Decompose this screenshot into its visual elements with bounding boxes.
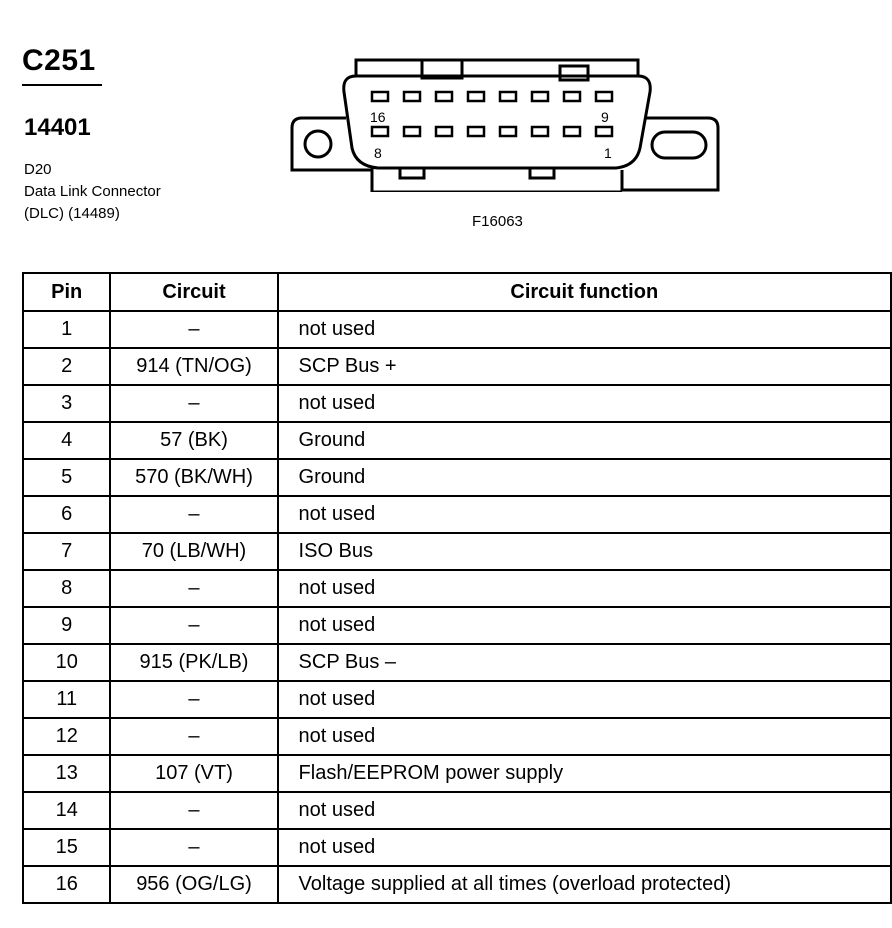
cell-circuit: – (110, 681, 277, 718)
pin-table (22, 272, 892, 904)
cell-circuit: 57 (BK) (110, 422, 277, 459)
cell-circuit: 570 (BK/WH) (110, 459, 277, 496)
header-function: Circuit function (278, 273, 891, 311)
pin-socket (564, 92, 580, 101)
description-line-2: Data Link Connector (24, 183, 161, 200)
pin-socket (564, 127, 580, 136)
cell-circuit: – (110, 311, 277, 348)
table-row (23, 311, 891, 348)
cell-pin: 13 (23, 755, 110, 792)
cell-pin: 9 (23, 607, 110, 644)
cell-function: not used (278, 718, 891, 755)
cell-pin: 12 (23, 718, 110, 755)
cell-function: Flash/EEPROM power supply (278, 755, 891, 792)
cell-circuit: 914 (TN/OG) (110, 348, 277, 385)
pin-socket (436, 92, 452, 101)
cell-pin: 5 (23, 459, 110, 496)
pin-socket (532, 92, 548, 101)
cell-pin: 6 (23, 496, 110, 533)
cell-pin: 10 (23, 644, 110, 681)
cell-function: not used (278, 385, 891, 422)
pin-socket (500, 92, 516, 101)
table-row (23, 422, 891, 459)
header-circuit: Circuit (110, 273, 277, 311)
cell-function: not used (278, 570, 891, 607)
pin-socket (468, 127, 484, 136)
pin-socket (468, 92, 484, 101)
cell-function: not used (278, 829, 891, 866)
cell-function: ISO Bus (278, 533, 891, 570)
cell-circuit: – (110, 570, 277, 607)
cell-pin: 2 (23, 348, 110, 385)
cell-pin: 16 (23, 866, 110, 903)
pin-label-16: 16 (370, 109, 386, 125)
cell-circuit: 107 (VT) (110, 755, 277, 792)
cell-pin: 7 (23, 533, 110, 570)
cell-pin: 15 (23, 829, 110, 866)
part-number: 14401 (24, 114, 91, 141)
table-row (23, 755, 891, 792)
table-row (23, 385, 891, 422)
cell-pin: 11 (23, 681, 110, 718)
pin-label-9: 9 (601, 109, 609, 125)
cell-circuit: 70 (LB/WH) (110, 533, 277, 570)
description-line-1: D20 (24, 161, 52, 178)
cell-function: not used (278, 311, 891, 348)
cell-pin: 4 (23, 422, 110, 459)
cell-function: Ground (278, 422, 891, 459)
pin-socket (436, 127, 452, 136)
table-row (23, 570, 891, 607)
pin-socket (596, 92, 612, 101)
cell-circuit: – (110, 718, 277, 755)
cell-circuit: – (110, 792, 277, 829)
cell-pin: 8 (23, 570, 110, 607)
table-row (23, 496, 891, 533)
cell-function: not used (278, 607, 891, 644)
table-row (23, 533, 891, 570)
pin-socket (404, 127, 420, 136)
cell-function: SCP Bus + (278, 348, 891, 385)
pin-label-8: 8 (374, 145, 382, 161)
pin-socket (372, 127, 388, 136)
connector-id: C251 (22, 44, 96, 77)
description-line-3: (DLC) (14489) (24, 205, 120, 222)
pin-socket (372, 92, 388, 101)
right-mounting-hole (652, 132, 706, 158)
cell-circuit: – (110, 385, 277, 422)
pin-socket (532, 127, 548, 136)
table-row (23, 607, 891, 644)
table-row (23, 792, 891, 829)
pin-socket (500, 127, 516, 136)
table-row (23, 459, 891, 496)
cell-circuit: – (110, 607, 277, 644)
figure-code: F16063 (472, 213, 523, 230)
table-row (23, 866, 891, 903)
pin-socket (596, 127, 612, 136)
cell-function: Ground (278, 459, 891, 496)
cell-function: not used (278, 792, 891, 829)
table-header-row (23, 273, 891, 311)
pin-label-1: 1 (604, 145, 612, 161)
dlc-connector-diagram (290, 52, 720, 192)
header-pin: Pin (23, 273, 110, 311)
cell-function: not used (278, 496, 891, 533)
title-underline (22, 84, 102, 86)
pin-socket (404, 92, 420, 101)
cell-circuit: – (110, 829, 277, 866)
table-row (23, 718, 891, 755)
table-row (23, 644, 891, 681)
left-mounting-hole (305, 131, 331, 157)
cell-pin: 1 (23, 311, 110, 348)
cell-circuit: – (110, 496, 277, 533)
cell-circuit: 915 (PK/LB) (110, 644, 277, 681)
table-row (23, 829, 891, 866)
cell-pin: 3 (23, 385, 110, 422)
cell-function: SCP Bus – (278, 644, 891, 681)
table-row (23, 348, 891, 385)
cell-function: not used (278, 681, 891, 718)
cell-pin: 14 (23, 792, 110, 829)
table-row (23, 681, 891, 718)
cell-function: Voltage supplied at all times (overload protected) (278, 866, 891, 903)
cell-circuit: 956 (OG/LG) (110, 866, 277, 903)
